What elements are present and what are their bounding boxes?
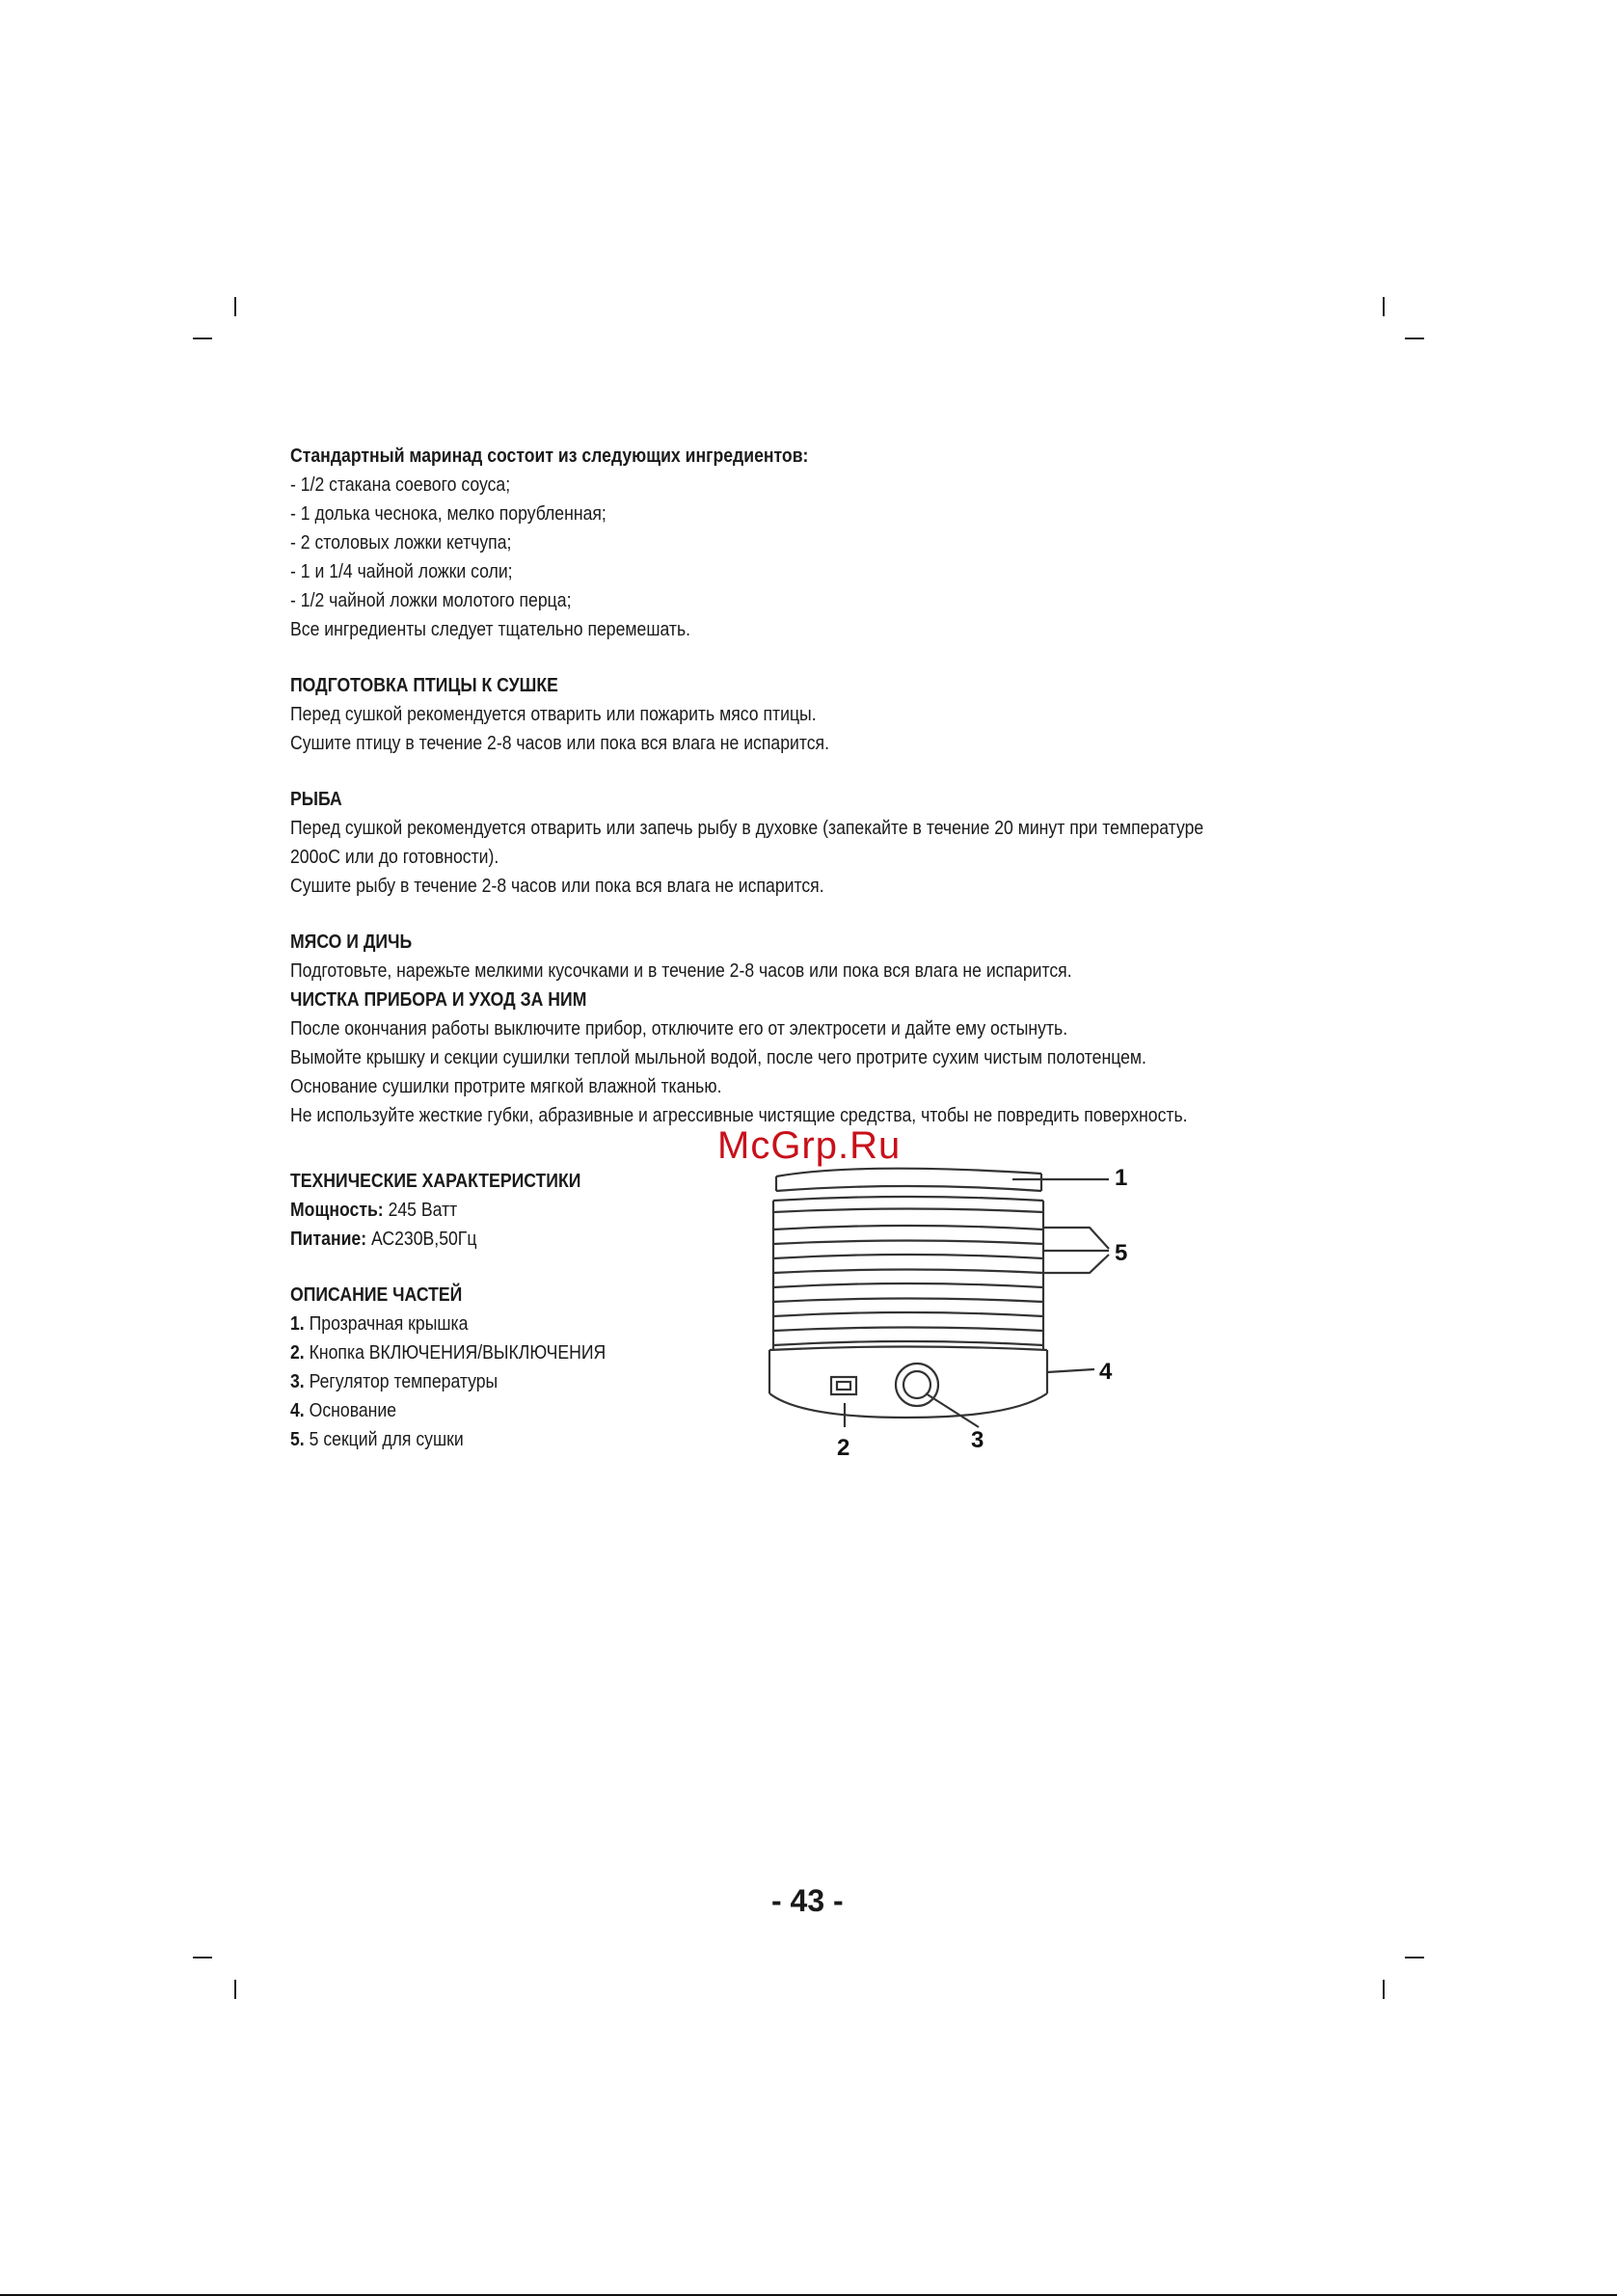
crop-mark (193, 338, 212, 339)
poultry-line: Сушите птицу в течение 2-8 часов или пока вся влага не испарится. (290, 732, 829, 754)
power-value: 245 Ватт (388, 1199, 458, 1221)
cleaning-line: Основание сушилки протрите мягкой влажной тканью. (290, 1075, 722, 1097)
crop-mark (1405, 1957, 1424, 1958)
fish-title: РЫБА (290, 788, 342, 810)
dehydrator-diagram (762, 1152, 1147, 1475)
watermark: McGrp.Ru (717, 1124, 902, 1167)
crop-mark (193, 1957, 212, 1958)
specs-title: ТЕХНИЧЕСКИЕ ХАРАКТЕРИСТИКИ (290, 1170, 581, 1192)
diagram-label-4: 4 (1099, 1359, 1113, 1385)
marinade-item: - 1 долька чеснока, мелко порубленная; (290, 502, 606, 525)
parts-title: ОПИСАНИЕ ЧАСТЕЙ (290, 1283, 463, 1306)
marinade-item: - 1/2 чайной ложки молотого перца; (290, 589, 572, 611)
marinade-item: - 2 столовых ложки кетчупа; (290, 531, 512, 554)
marinade-item: - 1/2 стакана соевого соуса; (290, 473, 511, 496)
marinade-title: Стандартный маринад состоит из следующих ингредиентов: (290, 445, 809, 467)
specs-and-parts (290, 1167, 606, 1454)
poultry-line: Перед сушкой рекомендуется отварить или пожарить мясо птицы. (290, 703, 817, 725)
supply-label: Питание: (290, 1228, 367, 1250)
part-item: 3. Регулятор температуры (290, 1370, 499, 1392)
part-item: 2. Кнопка ВКЛЮЧЕНИЯ/ВЫКЛЮЧЕНИЯ (290, 1341, 606, 1364)
cleaning-line: После окончания работы выключите прибор, отключите его от электросети и дайте ему остынуть. (290, 1017, 1068, 1040)
fish-line: Перед сушкой рекомендуется отварить или запечь рыбу в духовке (запекайте в течение 20 минут при температуре (290, 817, 1204, 839)
crop-mark (234, 1980, 236, 1999)
diagram-label-2: 2 (837, 1435, 850, 1461)
page-number: - 43 - (771, 1883, 844, 1918)
crop-mark (1405, 338, 1424, 339)
crop-mark (1383, 1980, 1385, 1999)
diagram-label-1: 1 (1115, 1165, 1128, 1191)
crop-mark (234, 297, 236, 316)
part-item: 4. Основание (290, 1399, 397, 1421)
cleaning-line: Не используйте жесткие губки, абразивные и агрессивные чистящие средства, чтобы не повредить поверхность. (290, 1104, 1188, 1126)
cleaning-line: Вымойте крышку и секции сушилки теплой мыльной водой, после чего протрите сухим чистым полотенцем. (290, 1046, 1146, 1068)
meat-line: Подготовьте, нарежьте мелкими кусочками и в течение 2-8 часов или пока вся влага не испарится. (290, 959, 1072, 982)
crop-mark (1383, 297, 1385, 316)
diagram-label-3: 3 (971, 1427, 984, 1453)
fish-line: Сушите рыбу в течение 2-8 часов или пока вся влага не испарится. (290, 875, 824, 897)
part-item: 1. Прозрачная крышка (290, 1312, 469, 1335)
diagram-label-5: 5 (1115, 1240, 1128, 1266)
power-label: Мощность: (290, 1199, 384, 1221)
poultry-title: ПОДГОТОВКА ПТИЦЫ К СУШКЕ (290, 674, 558, 696)
supply-value: АС230В,50Гц (371, 1228, 477, 1250)
main-text (290, 442, 1202, 1130)
marinade-item: - 1 и 1/4 чайной ложки соли; (290, 560, 513, 582)
marinade-note: Все ингредиенты следует тщательно перемешать. (290, 618, 691, 640)
fish-line: 200оС или до готовности). (290, 846, 499, 868)
part-item: 5. 5 секций для сушки (290, 1428, 464, 1450)
meat-title: МЯСО И ДИЧЬ (290, 931, 413, 953)
cleaning-title: ЧИСТКА ПРИБОРА И УХОД ЗА НИМ (290, 988, 587, 1011)
